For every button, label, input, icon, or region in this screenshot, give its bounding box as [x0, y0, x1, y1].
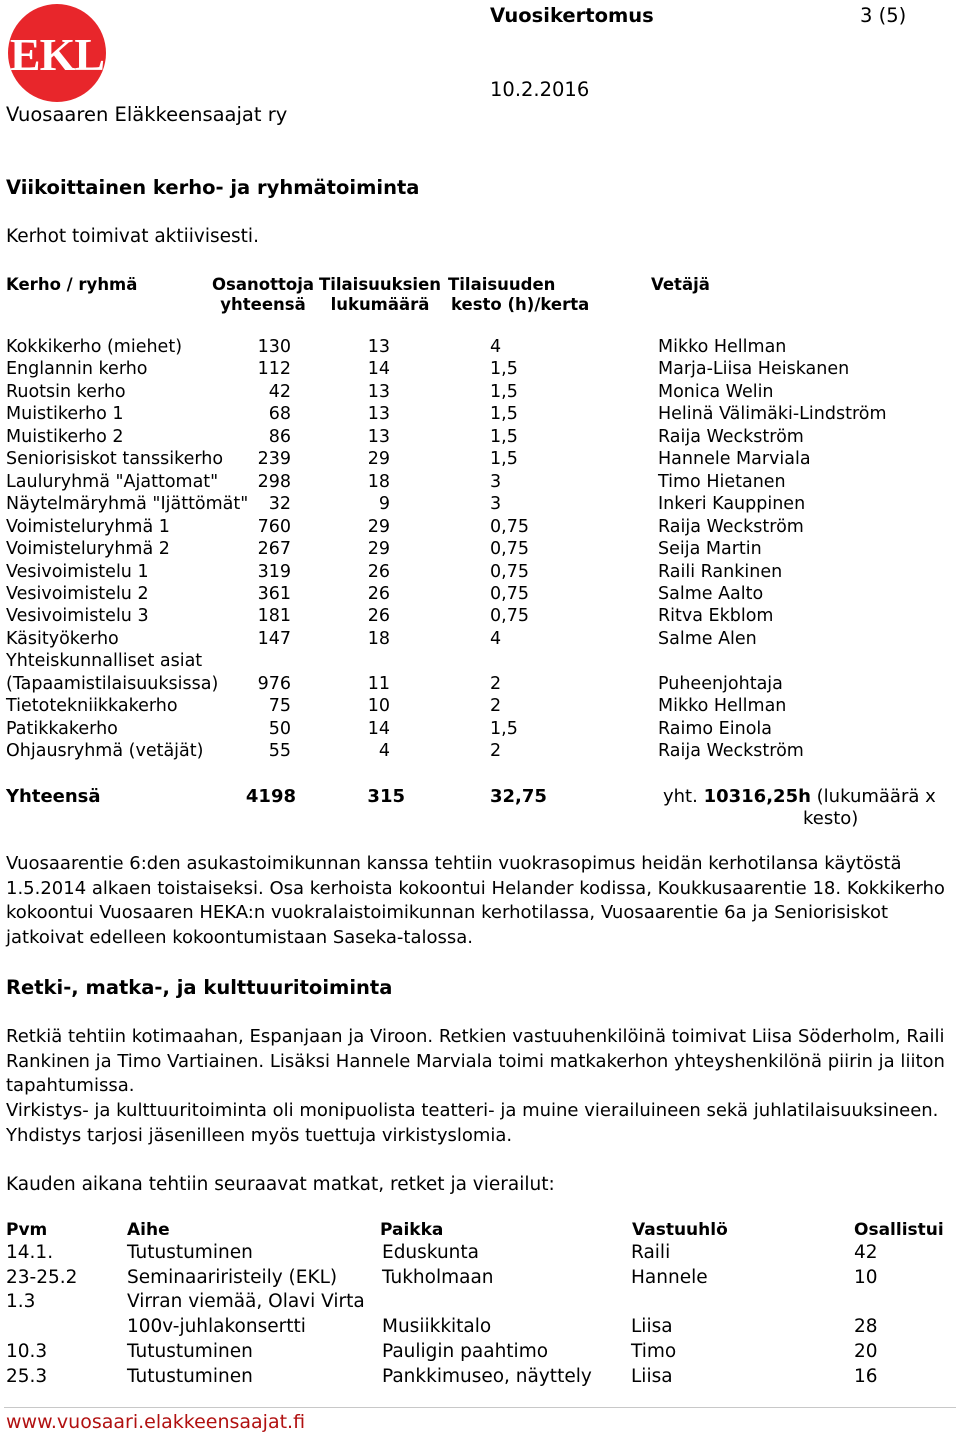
club-cell-duration: 1,5 — [490, 359, 518, 380]
club-cell-name: Muistikerho 1 — [6, 404, 124, 425]
club-cell-events: 4 — [378, 741, 390, 762]
trip-cell-responsible: Liisa — [631, 1365, 673, 1387]
club-cell-name: Englannin kerho — [6, 359, 148, 380]
club-cell-name: Kokkikerho (miehet) — [6, 337, 183, 357]
footer-website-link[interactable]: www.vuosaari.elakkeensaajat.fi — [6, 1411, 306, 1433]
club-cell-leader: Helinä Välimäki-Lindström — [658, 404, 887, 425]
trip-cell-date: 23-25.2 — [6, 1266, 78, 1288]
trip-cell-topic: Tutustuminen — [127, 1365, 253, 1387]
club-cell-name: Vesivoimistelu 2 — [6, 583, 149, 604]
trip-cell-place: Pauligin paahtimo — [382, 1340, 549, 1362]
trips-col-place: Paikka — [380, 1220, 444, 1240]
club-cell-participants: 55 — [268, 741, 291, 762]
club-cell-participants: 760 — [257, 516, 291, 537]
club-cell-participants: 50 — [268, 718, 291, 739]
club-cell-leader: Mikko Hellman — [658, 696, 787, 717]
trip-cell-attendees: 16 — [854, 1365, 878, 1387]
section-title-trips: Retki-, matka-, ja kulttuuritoiminta — [6, 976, 393, 999]
club-cell-leader: Raija Weckström — [658, 516, 804, 537]
club-cell-events: 11 — [367, 673, 390, 694]
total-label: Yhteensä — [6, 786, 101, 807]
club-cell-participants: 112 — [257, 359, 291, 380]
page-number: 3 (5) — [860, 4, 907, 27]
club-cell-leader: Ritva Ekblom — [658, 606, 774, 627]
club-cell-name: Tietotekniikkakerho — [6, 696, 178, 717]
club-cell-participants: 130 — [257, 337, 291, 357]
club-cell-leader: Seija Martin — [658, 539, 762, 560]
club-cell-participants: 319 — [257, 561, 291, 582]
club-cell-duration: 0,75 — [490, 516, 529, 537]
club-cell-leader: Hannele Marviala — [658, 449, 811, 470]
trips-paragraph-1: Retkiä tehtiin kotimaahan, Espanjaan ja Viroon. Retkien vastuuhenkilöinä toimivat Liisa Söderholm, Raili Rankinen ja Timo Vartiainen. Lisäksi Hannele Marviala toimi matkakerhon yhteyshenkilönä piirin ja liiton tapahtumissa. — [6, 1026, 945, 1097]
club-cell-events: 13 — [367, 426, 390, 447]
club-cell-leader: Salme Alen — [658, 628, 757, 649]
club-cell-leader: Timo Hietanen — [658, 471, 786, 492]
total-summary-cont: kesto) — [803, 808, 859, 829]
club-cell-duration: 2 — [490, 673, 502, 694]
club-cell-name: Yhteiskunnalliset asiat — [6, 651, 203, 672]
col-header-events: Tilaisuuksien lukumäärä — [318, 275, 442, 314]
trip-cell-topic: Virran viemää, Olavi Virta — [127, 1291, 365, 1313]
col-header-leader: Vetäjä — [651, 275, 710, 294]
club-cell-duration: 0,75 — [490, 606, 529, 627]
club-cell-duration: 1,5 — [490, 449, 518, 470]
trips-col-topic: Aihe — [127, 1220, 170, 1240]
trip-cell-attendees: 42 — [854, 1242, 878, 1263]
club-cell-events: 13 — [367, 381, 390, 402]
org-name: Vuosaaren Eläkkeensaajat ry — [6, 103, 288, 126]
club-cell-name: Ohjausryhmä (vetäjät) — [6, 741, 204, 762]
club-cell-participants: 86 — [268, 426, 291, 447]
club-cell-events: 26 — [367, 606, 390, 627]
col-header-group: Kerho / ryhmä — [6, 275, 138, 294]
clubs-intro: Kerhot toimivat aktiivisesti. — [6, 226, 259, 247]
club-cell-duration: 4 — [490, 337, 502, 357]
club-cell-duration: 2 — [490, 741, 502, 762]
club-cell-events: 18 — [367, 471, 390, 492]
trips-paragraph-2: Virkistys- ja kulttuuritoiminta oli monipuolista teatteri- ja muine vierailuineen sekä juhlatilaisuuksineen. Yhdistys tarjosi jäsenilleen myös tuettuja virkistyslomia. — [6, 1100, 939, 1146]
ekl-logo — [8, 4, 106, 102]
club-cell-duration: 0,75 — [490, 583, 529, 604]
trip-cell-place: Pankkimuseo, näyttely — [382, 1365, 592, 1387]
trip-cell-attendees: 10 — [854, 1266, 878, 1288]
club-cell-events: 18 — [367, 628, 390, 649]
club-cell-duration: 0,75 — [490, 561, 529, 582]
club-cell-leader: Raija Weckström — [658, 426, 804, 447]
club-cell-leader: Raija Weckström — [658, 741, 804, 762]
club-cell-name: Patikkakerho — [6, 718, 118, 739]
club-cell-duration: 1,5 — [490, 718, 518, 739]
club-cell-leader: Puheenjohtaja — [658, 673, 783, 694]
club-cell-name: Vesivoimistelu 1 — [6, 561, 149, 582]
club-cell-name: Lauluryhmä "Ajattomat" — [6, 471, 219, 492]
club-cell-leader: Mikko Hellman — [658, 337, 787, 357]
trips-col-date: Pvm — [6, 1220, 48, 1240]
club-cell-participants: 361 — [257, 583, 291, 604]
club-cell-events: 10 — [367, 696, 390, 717]
footer-divider — [4, 1407, 956, 1408]
club-cell-events: 13 — [367, 337, 390, 357]
total-participants: 4198 — [245, 786, 296, 807]
club-cell-duration: 0,75 — [490, 539, 529, 560]
club-cell-events: 29 — [367, 516, 390, 537]
club-cell-events: 29 — [367, 539, 390, 560]
trip-cell-topic: Seminaariristeily (EKL) — [127, 1266, 338, 1288]
total-duration: 32,75 — [490, 786, 547, 807]
club-cell-duration: 4 — [490, 628, 502, 649]
club-cell-name: Käsityökerho — [6, 628, 119, 649]
club-cell-events: 29 — [367, 449, 390, 470]
doc-type: Vuosikertomus — [490, 4, 654, 27]
trip-cell-date: 10.3 — [6, 1340, 48, 1362]
club-cell-events: 14 — [367, 359, 390, 380]
club-cell-events: 26 — [367, 561, 390, 582]
club-cell-participants: 68 — [268, 404, 291, 425]
club-cell-leader: Inkeri Kauppinen — [658, 494, 806, 515]
club-cell-events: 9 — [378, 494, 390, 515]
total-summary: yht. 10316,25h (lukumäärä x — [663, 786, 936, 807]
section-title-clubs: Viikoittainen kerho- ja ryhmätoiminta — [6, 176, 420, 199]
club-cell-name: Voimisteluryhmä 2 — [6, 539, 170, 560]
trip-cell-responsible: Liisa — [631, 1316, 673, 1338]
club-cell-participants: 181 — [257, 606, 291, 627]
club-cell-participants: 239 — [257, 449, 291, 470]
trip-cell-attendees: 28 — [854, 1316, 878, 1338]
trip-cell-date: 1.3 — [6, 1291, 36, 1313]
club-cell-duration: 1,5 — [490, 404, 518, 425]
club-cell-participants: 267 — [257, 539, 291, 560]
club-cell-events: 14 — [367, 718, 390, 739]
club-cell-leader: Raimo Einola — [658, 718, 772, 739]
club-cell-name: Ruotsin kerho — [6, 381, 126, 402]
club-cell-participants: 976 — [257, 673, 291, 694]
club-cell-name: Näytelmäryhmä "Ijättömät" — [6, 494, 249, 515]
trip-cell-responsible: Hannele — [631, 1266, 708, 1288]
club-cell-leader: Raili Rankinen — [658, 561, 783, 582]
club-cell-duration: 3 — [490, 494, 502, 515]
trip-cell-place: Musiikkitalo — [382, 1316, 492, 1338]
trip-cell-place: Tukholmaan — [382, 1266, 494, 1288]
club-cell-participants: 42 — [268, 381, 291, 402]
trips-intro: Kauden aikana tehtiin seuraavat matkat, retket ja vierailut: — [6, 1174, 555, 1195]
club-cell-duration: 1,5 — [490, 426, 518, 447]
col-header-participants: Osanottoja yhteensä — [212, 275, 314, 314]
club-cell-duration: 2 — [490, 696, 502, 717]
trip-cell-topic: 100v-juhlakonsertti — [127, 1316, 306, 1338]
club-cell-name: Vesivoimistelu 3 — [6, 606, 149, 627]
club-cell-participants: 32 — [268, 494, 291, 515]
trip-cell-topic: Tutustuminen — [127, 1340, 253, 1362]
club-cell-name: Muistikerho 2 — [6, 426, 124, 447]
club-cell-name: (Tapaamistilaisuuksissa) — [6, 673, 219, 694]
club-cell-events: 13 — [367, 404, 390, 425]
total-events: 315 — [367, 786, 405, 807]
trip-cell-place: Eduskunta — [382, 1242, 479, 1263]
venue-paragraph: Vuosaarentie 6:den asukastoimikunnan kanssa tehtiin vuokrasopimus heidän kerhotilansa käytöstä 1.5.2014 alkaen toistaiseksi. Osa kerhoista kokoontui Helander kodissa, Koukkusaarentie 18. Kokkikerho kokoontui Vuosaaren HEKA:n vuokralaistoimikunnan kerhotilassa, Vuosaarentie 6a ja Seniorisiskot jatkoivat edelleen kokoontumistaan Saseka-talossa. — [6, 853, 945, 948]
doc-date: 10.2.2016 — [490, 78, 590, 101]
club-cell-name: Seniorisiskot tanssikerho — [6, 449, 224, 470]
club-cell-name: Voimisteluryhmä 1 — [6, 516, 170, 537]
club-cell-duration: 1,5 — [490, 381, 518, 402]
trip-cell-responsible: Raili — [631, 1242, 671, 1263]
trip-cell-responsible: Timo — [631, 1340, 677, 1362]
trip-cell-attendees: 20 — [854, 1340, 878, 1362]
club-cell-events: 26 — [367, 583, 390, 604]
club-cell-participants: 147 — [257, 628, 291, 649]
club-cell-leader: Monica Welin — [658, 381, 774, 402]
trips-col-attendees: Osallistui — [854, 1220, 944, 1240]
logo-text: EKL — [9, 29, 105, 80]
club-cell-duration: 3 — [490, 471, 502, 492]
club-cell-participants: 298 — [257, 471, 291, 492]
club-cell-leader: Marja-Liisa Heiskanen — [658, 359, 850, 380]
trip-cell-date: 25.3 — [6, 1365, 48, 1387]
col-header-duration: Tilaisuuden kesto (h)/kerta — [448, 275, 590, 314]
club-cell-participants: 75 — [268, 696, 291, 717]
trips-col-responsible: Vastuuhlö — [632, 1220, 728, 1240]
trip-cell-date: 14.1. — [6, 1242, 54, 1263]
club-cell-leader: Salme Aalto — [658, 583, 764, 604]
trip-cell-topic: Tutustuminen — [127, 1242, 253, 1263]
